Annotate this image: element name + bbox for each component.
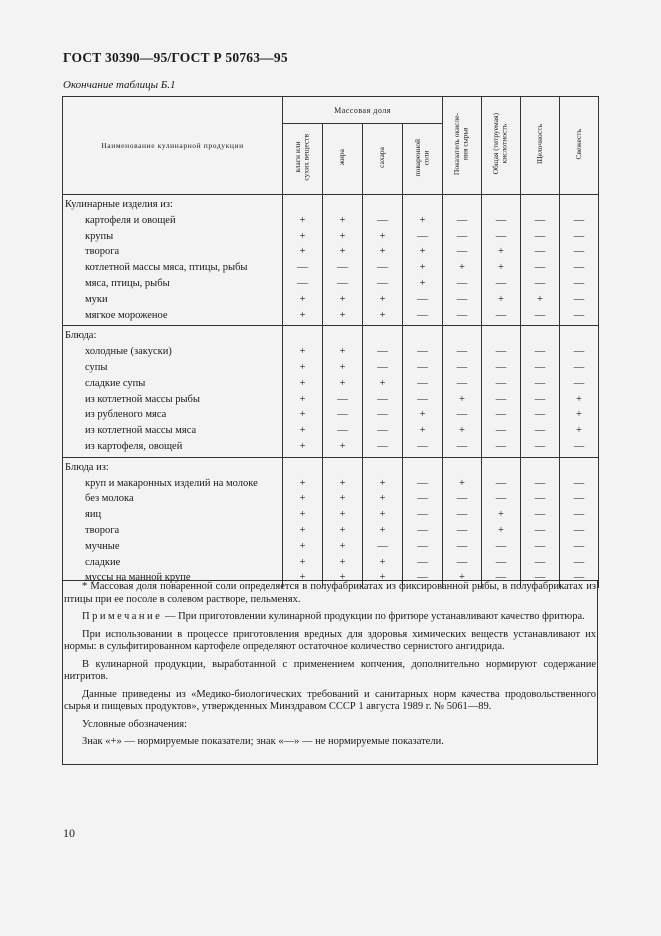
indicator-cell: + [363, 555, 403, 571]
column-header-acidity: Общая (титруемая) кислотность [482, 97, 521, 195]
indicator-cell: — [443, 344, 482, 360]
indicator-cell: — [443, 376, 482, 392]
table-body [63, 195, 599, 589]
indicator-cell: — [521, 376, 560, 392]
column-header-moisture: влаги или сухих веществ [283, 124, 323, 195]
indicator-cell: — [521, 392, 560, 408]
indicator-cell: + [283, 439, 323, 457]
indicator-cell: + [323, 229, 363, 245]
indicator-cell: + [323, 292, 363, 308]
indicator-cell: — [560, 260, 599, 276]
indicator-cell: — [560, 439, 599, 457]
indicator-cell: — [363, 392, 403, 408]
indicator-cell: + [323, 476, 363, 492]
indicator-cell: — [363, 213, 403, 229]
column-header-sugar: сахара [363, 124, 403, 195]
product-name: картофеля и овощей [63, 213, 283, 229]
table-row [63, 276, 599, 292]
indicator-cell: — [403, 376, 443, 392]
indicator-cell: — [560, 507, 599, 523]
indicator-cell: + [323, 213, 363, 229]
empty-cell [482, 326, 521, 344]
product-name: из картофеля, овощей [63, 439, 283, 457]
empty-cell [403, 457, 443, 475]
note-label: Примечание [82, 611, 163, 622]
indicator-cell: + [482, 260, 521, 276]
table-row [63, 292, 599, 308]
empty-cell [283, 457, 323, 475]
indicator-cell: + [363, 376, 403, 392]
indicator-cell: — [521, 308, 560, 326]
indicator-cell: — [521, 244, 560, 260]
indicator-cell: — [482, 229, 521, 245]
indicator-cell: — [521, 407, 560, 423]
indicator-cell: — [403, 229, 443, 245]
empty-cell [521, 457, 560, 475]
indicator-cell: — [482, 213, 521, 229]
indicator-cell: — [560, 570, 599, 588]
indicator-cell: + [521, 292, 560, 308]
indicator-cell: — [521, 555, 560, 571]
indicator-cell: — [443, 555, 482, 571]
indicator-cell: + [363, 507, 403, 523]
indicator-cell: + [363, 476, 403, 492]
indicator-cell: + [283, 213, 323, 229]
indicator-cell: — [403, 392, 443, 408]
indicator-cell: + [363, 244, 403, 260]
indicator-cell: — [560, 344, 599, 360]
empty-cell [283, 195, 323, 213]
product-name: крупы [63, 229, 283, 245]
indicator-cell: + [323, 308, 363, 326]
indicator-cell: — [521, 476, 560, 492]
indicator-cell: — [443, 439, 482, 457]
indicator-cell: + [323, 244, 363, 260]
indicator-cell: — [443, 539, 482, 555]
product-name: яиц [63, 507, 283, 523]
note-legend: Знак «+» — нормируемые показатели; знак «—» — не нормируемые показатели. [82, 736, 444, 747]
table-row [63, 392, 599, 408]
indicator-cell: — [443, 407, 482, 423]
empty-cell [443, 195, 482, 213]
empty-cell [443, 326, 482, 344]
document-header: ГОСТ 30390—95/ГОСТ Р 50763—95 [63, 50, 288, 65]
table-row [63, 229, 599, 245]
indicator-cell: — [482, 308, 521, 326]
empty-cell [403, 195, 443, 213]
indicator-cell: + [560, 392, 599, 408]
indicator-cell: — [482, 360, 521, 376]
indicator-cell: — [521, 439, 560, 457]
indicator-cell: — [403, 344, 443, 360]
indicator-cell: — [443, 276, 482, 292]
indicator-cell: — [521, 229, 560, 245]
empty-cell [363, 326, 403, 344]
indicator-cell: + [443, 260, 482, 276]
indicator-cell: — [482, 423, 521, 439]
indicator-cell: + [443, 423, 482, 439]
product-name: сладкие [63, 555, 283, 571]
product-name: из котлетной массы рыбы [63, 392, 283, 408]
indicator-cell: — [403, 570, 443, 588]
column-header-oxidation: Показатель окисле- ния сырья [443, 97, 482, 195]
empty-cell [363, 195, 403, 213]
empty-cell [521, 195, 560, 213]
indicator-cell: + [403, 213, 443, 229]
indicator-cell: — [443, 308, 482, 326]
indicator-cell: — [560, 555, 599, 571]
indicator-cell: + [403, 407, 443, 423]
indicator-cell: — [560, 523, 599, 539]
indicator-cell: + [323, 570, 363, 588]
indicator-cell: — [521, 276, 560, 292]
indicator-cell: + [323, 360, 363, 376]
indicator-cell: + [283, 376, 323, 392]
indicator-cell: — [403, 292, 443, 308]
section-row [63, 457, 599, 475]
empty-cell [482, 457, 521, 475]
product-name: мяса, птицы, рыбы [63, 276, 283, 292]
indicator-cell: + [283, 407, 323, 423]
indicator-cell: — [403, 360, 443, 376]
product-name: сладкие супы [63, 376, 283, 392]
empty-cell [323, 326, 363, 344]
indicator-cell: — [521, 491, 560, 507]
indicator-cell: — [482, 376, 521, 392]
table-row [63, 260, 599, 276]
notes-box [62, 580, 598, 765]
column-group-mass-fraction: Массовая доля [283, 97, 443, 124]
indicator-cell: + [403, 244, 443, 260]
indicator-cell: + [283, 539, 323, 555]
quality-indicators-table [62, 96, 599, 588]
section-title: Блюда: [63, 326, 283, 344]
indicator-cell: — [560, 276, 599, 292]
indicator-cell: — [443, 229, 482, 245]
product-name: холодные (закуски) [63, 344, 283, 360]
section-row [63, 195, 599, 213]
indicator-cell: + [443, 392, 482, 408]
indicator-cell: + [283, 229, 323, 245]
indicator-cell: + [443, 570, 482, 588]
empty-cell [560, 195, 599, 213]
indicator-cell: + [283, 244, 323, 260]
indicator-cell: — [363, 276, 403, 292]
table-row [63, 344, 599, 360]
indicator-cell: — [283, 276, 323, 292]
note-source: Данные приведены из «Медико-биологических требований и санитарных норм качества продовольственного сырья и пищевых продуктов», утвержденных Минздравом СССР 1 августа 1989 г. № 5061—89. [64, 688, 596, 712]
section-row [63, 326, 599, 344]
indicator-cell: — [521, 507, 560, 523]
note-harmful-chemicals: При использовании в процессе приготовления вредных для здоровья химических веществ устанавливают их нормы: в сульфитированном картофеле определяют остаточное количество сернистого ангидрида. [64, 628, 596, 652]
indicator-cell: — [482, 570, 521, 588]
indicator-cell: + [560, 407, 599, 423]
indicator-cell: + [323, 539, 363, 555]
indicator-cell: + [283, 507, 323, 523]
indicator-cell: — [403, 555, 443, 571]
indicator-cell: + [363, 229, 403, 245]
product-name: без молока [63, 491, 283, 507]
column-header-salt: поваренной соли [403, 124, 443, 195]
table-row [63, 308, 599, 326]
indicator-cell: + [283, 392, 323, 408]
indicator-cell: — [560, 476, 599, 492]
indicator-cell: + [482, 507, 521, 523]
product-name: из рубленого мяса [63, 407, 283, 423]
indicator-cell: — [560, 229, 599, 245]
indicator-cell: — [403, 523, 443, 539]
table-row [63, 407, 599, 423]
indicator-cell: — [363, 423, 403, 439]
indicator-cell: — [323, 260, 363, 276]
indicator-cell: — [560, 539, 599, 555]
indicator-cell: — [323, 392, 363, 408]
product-name: мучные [63, 539, 283, 555]
indicator-cell: — [403, 539, 443, 555]
column-header-freshness: Свежесть [560, 97, 599, 195]
note-frying: Примечание — При приготовлении кулинарной продукции по фритюре устанавливают качество фритюра. [82, 611, 585, 622]
indicator-cell: — [443, 244, 482, 260]
indicator-cell: + [363, 292, 403, 308]
product-name: круп и макаронных изделий на молоке [63, 476, 283, 492]
indicator-cell: — [443, 507, 482, 523]
indicator-cell: — [443, 360, 482, 376]
empty-cell [323, 457, 363, 475]
table-row [63, 360, 599, 376]
indicator-cell: — [323, 276, 363, 292]
table-row [63, 376, 599, 392]
column-header-name: Наименование кулинарной продукции [63, 97, 283, 195]
empty-cell [363, 457, 403, 475]
indicator-cell: + [323, 344, 363, 360]
indicator-cell: — [560, 244, 599, 260]
indicator-cell: — [521, 213, 560, 229]
indicator-cell: — [482, 392, 521, 408]
indicator-cell: — [521, 344, 560, 360]
indicator-cell: + [283, 344, 323, 360]
empty-cell [443, 457, 482, 475]
indicator-cell: — [560, 292, 599, 308]
indicator-cell: + [403, 260, 443, 276]
empty-cell [323, 195, 363, 213]
note-salt: * Массовая доля поваренной соли определяется в полуфабрикатах из фиксированной рыбы, в полуфабрикатах из птицы при ее посоле в солевом растворе, пельменях. [64, 581, 596, 605]
indicator-cell: — [482, 276, 521, 292]
indicator-cell: — [560, 360, 599, 376]
indicator-cell: + [323, 376, 363, 392]
table-row [63, 555, 599, 571]
table-row [63, 523, 599, 539]
indicator-cell: — [403, 439, 443, 457]
indicator-cell: + [403, 276, 443, 292]
table-row [63, 491, 599, 507]
product-name: из котлетной массы мяса [63, 423, 283, 439]
indicator-cell: — [363, 407, 403, 423]
indicator-cell: — [443, 292, 482, 308]
indicator-cell: — [323, 423, 363, 439]
note-legend-title: Условные обозначения: [82, 718, 188, 730]
indicator-cell: — [363, 439, 403, 457]
empty-cell [521, 326, 560, 344]
indicator-cell: — [323, 407, 363, 423]
indicator-cell: + [560, 423, 599, 439]
indicator-cell: + [323, 439, 363, 457]
indicator-cell: + [283, 523, 323, 539]
section-title: Кулинарные изделия из: [63, 195, 283, 213]
indicator-cell: + [283, 423, 323, 439]
table-row [63, 439, 599, 457]
table-row [63, 507, 599, 523]
indicator-cell: + [283, 476, 323, 492]
indicator-cell: — [482, 491, 521, 507]
indicator-cell: + [403, 423, 443, 439]
empty-cell [560, 326, 599, 344]
indicator-cell: — [482, 439, 521, 457]
indicator-cell: — [560, 308, 599, 326]
indicator-cell: — [560, 491, 599, 507]
indicator-cell: — [521, 360, 560, 376]
table-row [63, 213, 599, 229]
indicator-cell: + [363, 308, 403, 326]
indicator-cell: — [521, 523, 560, 539]
product-name: котлетной массы мяса, птицы, рыбы [63, 260, 283, 276]
indicator-cell: — [521, 423, 560, 439]
indicator-cell: + [323, 491, 363, 507]
product-name: мягкое мороженое [63, 308, 283, 326]
table-row [63, 423, 599, 439]
table-row [63, 476, 599, 492]
empty-cell [482, 195, 521, 213]
indicator-cell: — [482, 476, 521, 492]
page-number: 10 [63, 826, 75, 840]
indicator-cell: — [283, 260, 323, 276]
indicator-cell: + [283, 570, 323, 588]
indicator-cell: — [443, 491, 482, 507]
indicator-cell: — [521, 539, 560, 555]
indicator-cell: + [283, 360, 323, 376]
table-row [63, 539, 599, 555]
indicator-cell: — [443, 523, 482, 539]
product-name: творога [63, 523, 283, 539]
indicator-cell: — [482, 407, 521, 423]
indicator-cell: — [521, 260, 560, 276]
note-smoking: В кулинарной продукции, выработанной с применением копчения, дополнительно нормируют содержание нитритов. [64, 658, 596, 682]
indicator-cell: — [521, 570, 560, 588]
indicator-cell: — [363, 260, 403, 276]
empty-cell [283, 326, 323, 344]
indicator-cell: — [363, 360, 403, 376]
indicator-cell: — [403, 476, 443, 492]
indicator-cell: — [403, 308, 443, 326]
column-header-alkalinity: Щелочность [521, 97, 560, 195]
product-name: творога [63, 244, 283, 260]
product-name: муки [63, 292, 283, 308]
indicator-cell: + [283, 491, 323, 507]
indicator-cell: — [443, 213, 482, 229]
indicator-cell: — [482, 555, 521, 571]
indicator-cell: — [560, 213, 599, 229]
indicator-cell: + [283, 292, 323, 308]
indicator-cell: — [482, 539, 521, 555]
indicator-cell: + [283, 308, 323, 326]
indicator-cell: + [363, 570, 403, 588]
indicator-cell: — [363, 539, 403, 555]
indicator-cell: + [283, 555, 323, 571]
indicator-cell: + [482, 292, 521, 308]
indicator-cell: + [323, 507, 363, 523]
empty-cell [403, 326, 443, 344]
indicator-cell: — [482, 344, 521, 360]
table-row [63, 244, 599, 260]
indicator-cell: + [323, 555, 363, 571]
table-caption: Окончание таблицы Б.1 [63, 79, 176, 91]
indicator-cell: + [443, 476, 482, 492]
empty-cell [560, 457, 599, 475]
product-name: муссы на манной крупе [63, 570, 283, 588]
column-header-fat: жира [323, 124, 363, 195]
indicator-cell: + [363, 491, 403, 507]
indicator-cell: — [560, 376, 599, 392]
indicator-cell: — [403, 507, 443, 523]
indicator-cell: + [363, 523, 403, 539]
indicator-cell: — [403, 491, 443, 507]
product-name: супы [63, 360, 283, 376]
indicator-cell: — [363, 344, 403, 360]
section-title: Блюда из: [63, 457, 283, 475]
indicator-cell: + [482, 244, 521, 260]
indicator-cell: + [323, 523, 363, 539]
indicator-cell: + [482, 523, 521, 539]
